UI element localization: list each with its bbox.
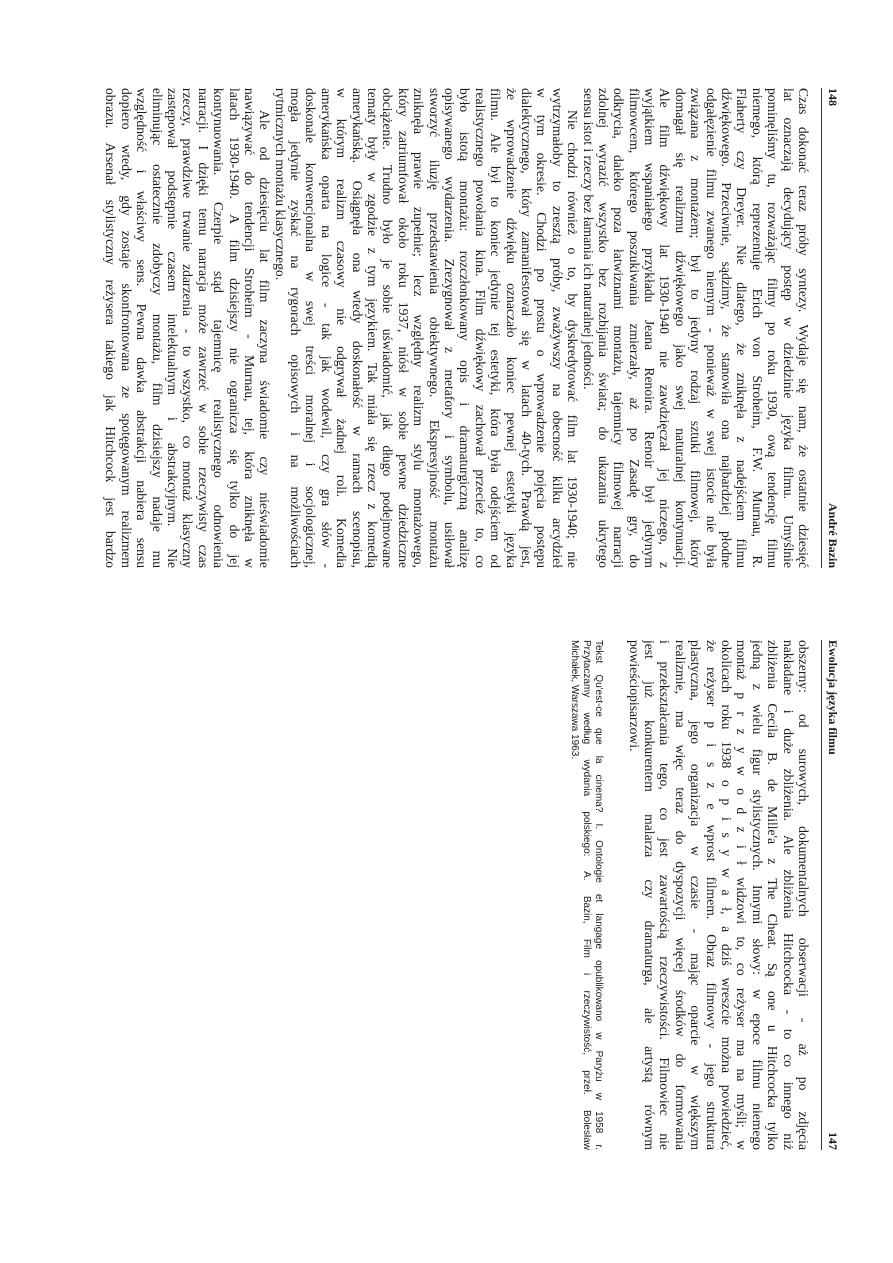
text-line: domagał się realizmu dźwiękowego jako swej naturalnej kontynuacji. <box>672 88 688 568</box>
page-147 <box>502 640 842 1150</box>
text-line: Nie chodzi również o to, by dyskredytować film lat 1930-1940; nie <box>565 110 581 568</box>
page-header <box>821 88 842 568</box>
text-line: i przekształcania tego, co jest zawartością rzeczywistości. Filmowiec nie <box>657 640 673 1150</box>
text-line: montaż p r z y w o d z i ł widzowi to, co reżyser ma na myśli; w <box>734 640 750 1150</box>
text-line: że reżyser p i s z e wprost filmem. Obraz filmowy - jego struktura <box>703 640 719 1150</box>
text-line: nawiązywać do tendencji Stroheim - Murnau, tej, która zniknęła w <box>241 88 257 568</box>
body-text <box>103 88 811 568</box>
page-148 <box>82 88 842 568</box>
text-line: Czas dokonać teraz próby syntezy. Wydaje się nam, że ostatnie dziesięć <box>796 88 811 568</box>
text-line: odkrycia, daleko poza łatwiznami montażu, tajemnicy filmowej narracji <box>611 88 627 568</box>
text-line: narracji. I dzięki temu narracja może zawrzeć w sobie rzeczywisty czas <box>195 88 211 568</box>
text-line: latach 1930-1940. A film dzisiejszy nie ogranicza się tylko do jej <box>226 88 242 568</box>
text-line: w którym realizm czasowy nie odgrywał żadnej roli. Komedia <box>334 88 350 568</box>
text-line: zniknęła prawie zupełnie; lecz względny realizm stylu montażowego, <box>411 88 427 568</box>
text-line: jedną z wielu figur stylistycznych. Innymi słowy: w epoce filmu niemego <box>749 640 765 1150</box>
text-line: w tym okresie. Chodzi po prostu o wprowadzenie pojęcia postępu <box>534 88 550 568</box>
text-line: dopiero wtedy, gdy zostaje skonfrontowana ze spotęgowanym realizmem <box>118 88 134 568</box>
page-number: 148 <box>826 88 840 106</box>
text-line: było istotą montażu: rozczłonkowany opis i dramaturgiczną analizę <box>457 88 473 568</box>
text-line: tematy były w zgodzie z tym językiem. Tak miała się rzecz z komedią <box>365 88 381 568</box>
text-line: realistycznego powołania kina. Film dźwiękowy zachował przecież to, co <box>472 88 488 568</box>
text-line: jest już konkurentem malarza czy dramaturga, ale artystą równym <box>642 640 658 1150</box>
text-line: zdolnej wyrazić wszystko bez rozbijania świata; do ukazania ukrytego <box>595 88 611 568</box>
text-line: związana z montażem; był to jedyny rodzaj sztuki filmowej, który <box>688 88 704 568</box>
page-number: 147 <box>826 1132 840 1150</box>
text-line: obrazu. Arsenał stylistyczny reżysera takiego jak Hitchcock jest bardzo <box>103 88 119 568</box>
text-line: względność i właściwy sens. Pewna dawka abstrakcji nabiera sensu <box>134 88 150 568</box>
text-line: odgałęzienie filmu zwanego niemym - ponieważ w swej istocie nie była <box>703 88 719 568</box>
text-line: Przytaczamy według wydania polskiego: A. Bazin, Film i rzeczywistość, przeł. Bolesław <box>581 640 593 1150</box>
text-line: mogła jedynie zyskać na rygorach opisowych i na możliwościach <box>288 88 304 568</box>
text-line: pominęliśmy tu, rozważając filmy po roku 1930, ową tendencję filmu <box>765 88 781 568</box>
text-line: rytmicznych montażu klasycznego. <box>272 88 288 281</box>
text-line: Flaherty czy Dreyer. Nie dlatego, że zniknęła z nadejściem filmu <box>734 88 750 568</box>
running-title: André Bazin <box>826 502 840 568</box>
page-header <box>821 640 842 1150</box>
text-line: dialektycznego, który zamanifestował się w latach 40-tych. Prawdą jest, <box>518 88 534 568</box>
body-text <box>626 640 811 1150</box>
text-line: kontynuowania. Czerpie stąd tajemnicę realistycznego odnowienia <box>211 88 227 568</box>
text-line: eliminując ostatecznie zdobyczy montażu, film dzisiejszy nadaje mu <box>149 88 165 568</box>
text-line: Tekst Qu'est-ce que la cinema? I. Ontologie et langage opublikowano w Paryżu w 1958 r. <box>593 640 605 1150</box>
footnote <box>568 640 604 1150</box>
text-line: lat oznaczają decydujący postęp w dziedzinie języka filmu. Umyślnie <box>780 88 796 568</box>
text-line: sensu istot i rzeczy bez łamania ich naturalnej jedności. <box>580 88 596 390</box>
text-line: opisywanego wydarzenia. Zrezygnował z metafory i symbolu, usiłował <box>442 88 458 568</box>
text-line: plastyczna, jego organizacja w czasie - mając oparcie w większym <box>688 640 704 1150</box>
text-line: Ale film dźwiękowy lat 1930-1940 nie zawdzięczał jej niczego, z <box>657 88 673 568</box>
text-line: obszerny: od surowych, dokumentalnych obserwacji - aż po zdjęcia <box>796 640 811 1150</box>
text-line: Ale od dziesięciu lat film zaczyna świadomie czy nieświadomie <box>257 110 273 568</box>
text-line: powieściopisarzowi. <box>626 640 642 752</box>
text-line: rzeczy, prawdziwe trwanie zdarzenia - to wszystko, co montaż klasyczny <box>180 88 196 568</box>
text-line: Michałek, Warszawa 1963. <box>569 640 581 760</box>
text-line: doskonale konwencjonalna w swej treści moralnej i socjologicznej, <box>303 88 319 568</box>
text-line: że wprowadzenie dźwięku oznaczało koniec pewnej estetyki języka <box>503 88 519 568</box>
text-line: filmu. Ale był to koniec jedynie tej estetyki, która była odejściem od <box>488 88 504 568</box>
text-line: dźwiękowego. Przeciwnie, sądzimy, że stanowiła ona najbardziej płodne <box>719 88 735 568</box>
text-line: okolicach roku 1938 o p i s y w a ł, a dziś wreszcie można powiedzieć, <box>719 640 735 1150</box>
text-line: który zatriumfował około roku 1937, niósł w sobie pewne dziedziczne <box>395 88 411 568</box>
text-line: filmowcem, którego poszukiwania zmierzały, aż po Zasadę gry, do <box>626 88 642 568</box>
text-line: amerykańską. Osiągnęła ona wtedy doskonałość w ramach scenopisu, <box>349 88 365 568</box>
text-line: wytrzymałoby to zresztą próby, zważywszy na obecność kilku arcydzieł <box>549 88 565 568</box>
text-line: obciążenie. Trudno było je sobie uświadomić, jak długo podejmowane <box>380 88 396 568</box>
text-line: amerykańska oparta na logice - tak jak wodewil, czy gra słów - <box>318 88 334 568</box>
text-line: nakładane i duże zbliżenia. Ale zbliżenia Hitchcocka - to co innego niż <box>780 640 796 1150</box>
text-line: realizmie, ma więc teraz do dyspozycji więcej środków do formowania <box>672 640 688 1150</box>
text-line: zastępował podstępnie czasem intelektualnym i abstrakcyjnym. Nie <box>164 88 180 568</box>
text-line: niemego, którą reprezentuje Erich von Stroheim, F.W. Murnau, R. <box>749 88 765 568</box>
running-title: Ewolucja języka filmu <box>826 640 840 755</box>
text-line: wyjątkiem wspaniałego przykładu Jeana Renoira. Renoir był jedynym <box>642 88 658 568</box>
text-line: stworzyć iluzję przedstawienia obiektywnego. Ekspresyjność montażu <box>426 88 442 568</box>
text-line: zbliżenia Cecila B. de Mille'a z The Cheat. Są one u Hitchcocka tylko <box>765 640 781 1150</box>
